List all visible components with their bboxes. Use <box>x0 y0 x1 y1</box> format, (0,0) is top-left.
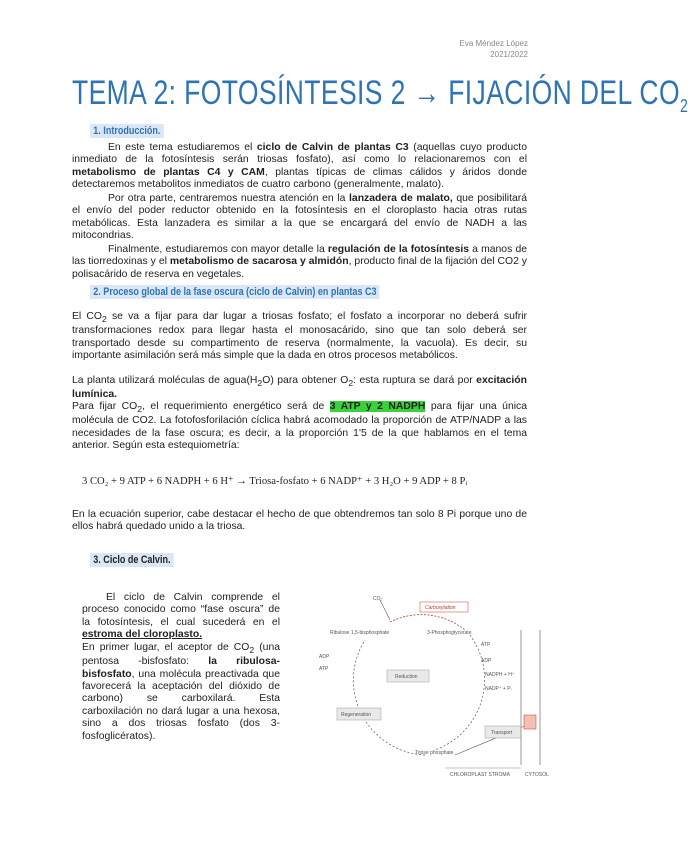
global-paragraph-4: En la ecuación superior, cabe destacar el hecho de que obtendremos tan solo 8 Pi porque uno de ellos habrá quedado unido a la triosa. <box>72 509 527 533</box>
pga-label: 3-Phosphoglycerate <box>427 630 472 636</box>
stoichiometry-equation: 3 CO₂ + 9 ATP + 6 NADPH + 6 H⁺ → Triosa-fosfato + 6 NADP⁺ + 3 H₂O + 9 ADP + 8 Pᵢ <box>82 476 468 487</box>
transporter-protein <box>524 715 536 729</box>
author-name: Eva Méndez López <box>459 39 528 48</box>
carboxylation-arc <box>390 615 465 630</box>
stroma-label: CHLOROPLAST STROMA <box>450 772 510 778</box>
adp-label-1: ADP <box>481 658 492 664</box>
adp-label-2: ADP <box>319 654 330 660</box>
intro-paragraph-1: En este tema estudiaremos el ciclo de Calvin de plantas C3 (aquellas cuyo producto inmediato de la fotosíntesis serán triosas fosfato), así como lo relacionaremos con el metabolismo de plantas C4 y CAM, plantas típicas de climas cálidos y áridos donde detectaremos metabolitos inmediatos de cuatro carbono (generalmente, malato). <box>72 142 527 191</box>
transport-label: Transport <box>491 730 513 736</box>
atp-label-2: ATP <box>319 666 329 672</box>
atp-label-1: ATP <box>481 642 491 648</box>
regeneration-label: Regeneration <box>341 712 372 718</box>
page-header <box>460 38 529 60</box>
triose-phosphate-label: Triose phosphate <box>415 750 454 756</box>
section-heading-calvin: 3. Ciclo de Calvin. <box>90 553 174 567</box>
reduction-label: Reduction <box>395 674 418 680</box>
rubp-label: Ribulose 1,5-bisphosphate <box>330 630 390 636</box>
academic-year: 2021/2022 <box>490 50 528 59</box>
calvin-paragraph: El ciclo de Calvin comprende el proceso conocido como “fase oscura” de la fotosíntesis, el cual sucederá en el estroma del cloroplasto. En primer lugar, el aceptor de $CO_2$ (una pentosa -bisfosfato: la ribulosa-bisfosfato, una molécula preactivada que favorecerá la aceptación del dióxido de carbono) se carboxilará. Esta carboxilación no dará lugar a una hexosa, sino a dos triosas fosfato (dos 3-fosfoglicératos). <box>82 592 281 742</box>
intro-paragraph-3: Finalmente, estudiaremos con mayor detalle la regulación de la fotosíntesis a manos de las tiorredoxinas y el metabolismo de sacarosa y almidón, producto final de la fijación del CO2 y polisacárido de reserva en vegetales. <box>72 244 527 280</box>
co2-label: CO₂ <box>373 596 383 602</box>
nadp-label: NADP⁺ + Pᵢ <box>485 686 512 692</box>
intro-paragraph-2: Por otra parte, centraremos nuestra atención en la lanzadera de malato, que posibilitará el envío del poder reductor obtenido en la fotosíntesis en el cloroplasto hacia otras rutas metabólicas. Esta lanzadera es similar a la que se encargará del envío de NADH a las mitocondrias. <box>72 193 528 242</box>
section-heading-intro: 1. Introducción. <box>90 124 164 138</box>
reduction-arc <box>435 635 485 750</box>
calvin-cycle-diagram <box>295 590 560 780</box>
regeneration-arc <box>353 640 425 755</box>
cytosol-label: CYTOSOL <box>525 772 549 778</box>
energy-highlight: 3 ATP y 2 NADPH <box>329 401 426 412</box>
global-paragraph-1: El $CO_2$ se va a fijar para dar lugar a triosas fosfato; el fosfato a incorporar no deberá sufrir transformaciones redox para llegar hasta el monosacárido, sino que tan solo deberá ser transportado desde su compartimento de reserva (normalmente, la vacuola). Es decir, su importante asimilación será más simple que la dada en otros procesos metabólicos. <box>72 311 528 362</box>
global-paragraph-2: La planta utilizará moléculas de $agua(H_2O)$ para obtener $O_2$: esta ruptura se dará por excitación lumínica. <box>72 375 527 401</box>
section-heading-global: 2. Proceso global de la fase oscura (ciclo de Calvin) en plantas C3 <box>90 285 380 299</box>
co2-arrow <box>380 600 390 620</box>
global-paragraph-3: Para fijar $CO_2$, el requerimiento energético será de 3 ATP y 2 NADPH para fijar una única molécula de CO2. La fotofosforilación cíclica habrá acomodado la proporción de ATP/NADP a las necesidades de la fase oscura; es decir, a la proporción 1'5 de la que hablamos en el tema anterior. Según esta estequiometría: <box>72 401 528 452</box>
nadph-label: NADPH + H⁺ <box>485 672 515 678</box>
carboxylation-label: Carboxylation <box>425 605 456 611</box>
page-title: TEMA 2: FOTOSÍNTESIS 2 → FIJACIÓN DEL $CO_2$ <box>72 74 688 116</box>
